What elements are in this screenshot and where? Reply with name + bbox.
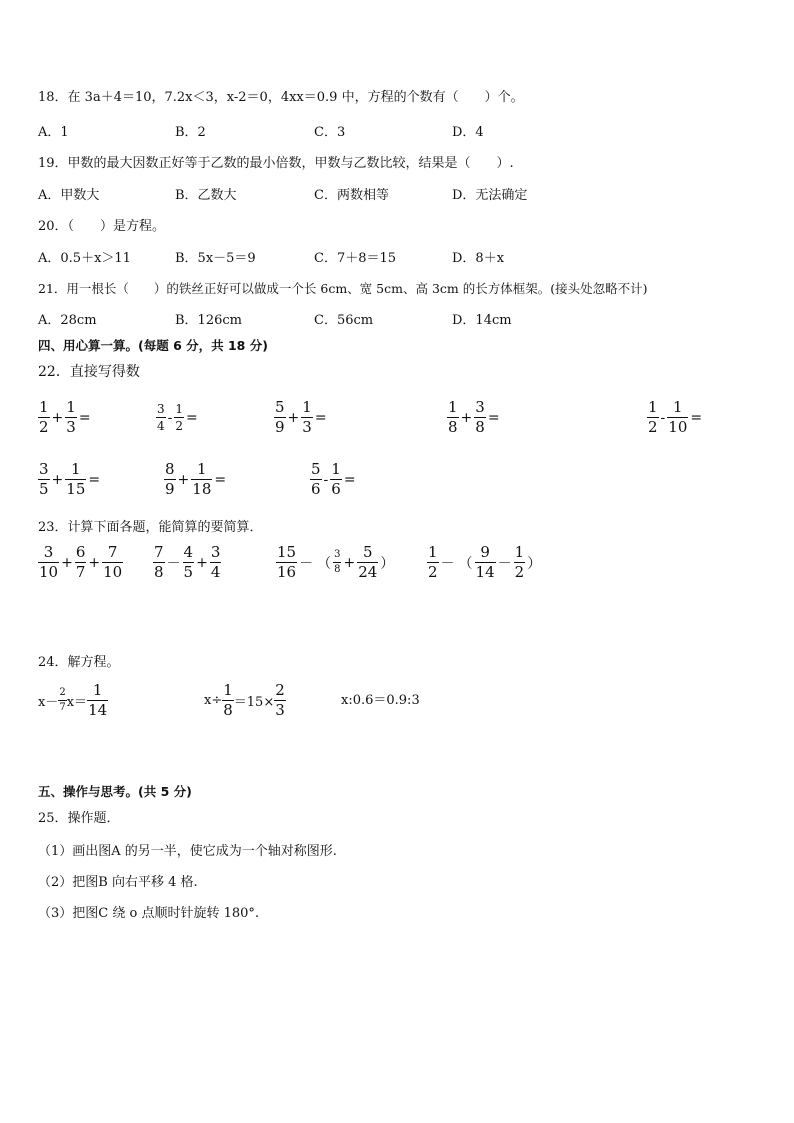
denominator: 7 — [59, 702, 66, 713]
denominator: 3 — [66, 418, 76, 436]
equals-sign: = — [487, 409, 500, 426]
fraction — [58, 688, 66, 713]
denominator: 8 — [154, 563, 164, 581]
numerator: 5 — [275, 398, 285, 416]
q23-stem: 23．计算下面各题，能简算的要简算． — [38, 520, 263, 535]
numerator: 1 — [514, 543, 525, 561]
numerator: 3 — [210, 543, 221, 561]
q25-stem: 25．操作题． — [38, 811, 120, 826]
denominator: 14 — [88, 701, 108, 719]
operator: + — [177, 471, 190, 488]
numerator: 7 — [107, 543, 118, 561]
numerator: 3 — [157, 402, 165, 416]
denominator: 9 — [275, 418, 285, 436]
q22-expression-3 — [274, 400, 329, 435]
fraction — [301, 400, 313, 435]
numerator: 1 — [66, 398, 76, 416]
fraction — [156, 403, 166, 432]
q22-expression-8 — [310, 462, 358, 497]
q23-expression-3 — [276, 545, 396, 580]
numerator: 2 — [275, 681, 285, 699]
numerator: 8 — [165, 460, 175, 478]
numerator: 9 — [480, 543, 490, 561]
fraction-bar — [333, 562, 341, 563]
denominator: 6 — [311, 480, 321, 498]
operator: + — [51, 409, 64, 426]
q19-option-b[interactable]: B．乙数大 — [175, 188, 237, 203]
fraction — [514, 545, 526, 580]
fraction — [164, 462, 176, 497]
fraction — [222, 683, 234, 718]
right-paren: ） — [380, 555, 395, 572]
q18-option-b[interactable]: B．2 — [175, 125, 206, 140]
equals-sign: = — [186, 409, 198, 426]
denominator: 8 — [475, 418, 485, 436]
denominator: 14 — [475, 563, 495, 581]
q25-item-3: （3）把图C 绕 o 点顺时针旋转 180°. — [38, 906, 260, 921]
denominator: 8 — [223, 701, 233, 719]
fraction — [75, 545, 87, 580]
equation-prefix: x－ — [38, 695, 59, 710]
equals-sign: = — [78, 409, 91, 426]
denominator: 3 — [302, 418, 312, 436]
fraction — [174, 403, 184, 432]
left-paren: （ — [317, 555, 332, 572]
operator: - — [660, 409, 666, 426]
section-5-title: 五、操作与思考。(共 5 分) — [38, 784, 192, 799]
denominator: 5 — [39, 480, 49, 498]
numerator: 2 — [59, 687, 66, 698]
denominator: 2 — [428, 563, 438, 581]
fraction — [667, 400, 688, 435]
fraction — [274, 683, 286, 718]
right-paren: ） — [527, 555, 542, 572]
fraction — [357, 545, 378, 580]
denominator: 3 — [275, 701, 285, 719]
numerator: 1 — [428, 543, 438, 561]
q22-expression-1 — [38, 400, 93, 435]
operator: + — [460, 409, 473, 426]
left-paren: （ — [458, 555, 473, 572]
fraction-bar — [174, 417, 184, 418]
denominator: 4 — [157, 419, 165, 433]
fraction — [310, 462, 322, 497]
equation-middle: x＝ — [66, 695, 88, 710]
numerator: 5 — [362, 543, 373, 561]
fraction — [38, 545, 59, 580]
numerator: 3 — [43, 543, 54, 561]
fraction — [330, 462, 342, 497]
q25-item-2: （2）把图B 向右平移 4 格. — [38, 875, 198, 890]
q23-expression-4 — [427, 545, 543, 580]
equals-sign: = — [88, 471, 101, 488]
q25-item-1: （1）画出图A 的另一半，使它成为一个轴对称图形. — [38, 844, 337, 859]
denominator: 9 — [165, 480, 175, 498]
q20-option-a[interactable]: A．0.5＋x＞11 — [38, 251, 131, 266]
equals-sign: = — [214, 471, 227, 488]
fraction — [475, 545, 496, 580]
denominator: 8 — [334, 564, 341, 575]
fraction — [65, 400, 77, 435]
numerator: 3 — [475, 398, 485, 416]
equation-middle: ＝15× — [233, 695, 275, 710]
q21-option-c[interactable]: C．56cm — [314, 313, 374, 328]
q21-option-d[interactable]: D．14cm — [452, 313, 512, 328]
fraction — [102, 545, 123, 580]
operator: － — [440, 555, 455, 572]
q19-option-c[interactable]: C．两数相等 — [314, 188, 389, 203]
fraction — [65, 462, 86, 497]
numerator: 1 — [648, 398, 658, 416]
q20-stem: 20．（ ）是方程。 — [38, 219, 166, 234]
fraction-bar — [58, 700, 66, 701]
fraction — [210, 545, 222, 580]
operator: － — [497, 555, 512, 572]
denominator: 10 — [103, 563, 123, 581]
q24-equation-1 — [38, 683, 108, 718]
q21-option-b[interactable]: B．126cm — [175, 313, 242, 328]
numerator: 5 — [311, 460, 321, 478]
q22-expression-5 — [647, 400, 704, 435]
denominator: 2 — [648, 418, 658, 436]
operator: + — [343, 554, 356, 571]
operator: - — [323, 471, 329, 488]
section-4-title: 四、用心算一算。(每题 6 分，共 18 分) — [38, 338, 268, 353]
denominator: 10 — [39, 563, 59, 581]
q20-option-c[interactable]: C．7＋8＝15 — [314, 251, 397, 266]
numerator: 1 — [448, 398, 458, 416]
fraction-bar — [156, 417, 166, 418]
denominator: 15 — [66, 480, 86, 498]
q20-option-b[interactable]: B．5x－5＝9 — [175, 251, 256, 266]
numerator: 1 — [175, 402, 184, 416]
numerator: 1 — [223, 681, 233, 699]
fraction — [447, 400, 459, 435]
q23-expression-1 — [38, 545, 123, 580]
fraction — [38, 462, 50, 497]
numerator: 1 — [331, 460, 341, 478]
fraction — [647, 400, 659, 435]
q18-option-d[interactable]: D．4 — [452, 125, 484, 140]
q18-stem: 18．在 3a＋4＝10，7.2x＜3，x-2＝0，4xx＝0.9 中，方程的个数有（ ）个。 — [38, 90, 524, 105]
fraction — [153, 545, 165, 580]
q22-expression-7 — [164, 462, 228, 497]
numerator: 1 — [673, 398, 683, 416]
denominator: 7 — [75, 563, 86, 581]
fraction — [333, 550, 341, 575]
operator: + — [287, 409, 300, 426]
numerator: 3 — [39, 460, 49, 478]
fraction — [427, 545, 439, 580]
q20-option-d[interactable]: D．8＋x — [452, 251, 505, 266]
numerator: 3 — [334, 549, 341, 560]
numerator: 1 — [39, 398, 49, 416]
fraction — [183, 545, 195, 580]
operator: + — [196, 554, 208, 571]
q24-equation-3: x:0.6＝0.9:3 — [341, 693, 420, 708]
fraction — [38, 400, 50, 435]
equation-prefix: x÷ — [204, 693, 223, 708]
denominator: 5 — [183, 563, 194, 581]
operator: + — [51, 471, 64, 488]
q22-expression-2 — [156, 403, 200, 432]
numerator: 7 — [154, 543, 164, 561]
q22-expression-4 — [447, 400, 502, 435]
denominator: 2 — [39, 418, 49, 436]
q21-stem: 21．用一根长（ ）的铁丝正好可以做成一个长 6cm、宽 5cm、高 3cm 的长方体框架。(接头处忽略不计) — [38, 281, 648, 296]
fraction — [87, 683, 108, 718]
denominator: 6 — [331, 480, 341, 498]
q23-expression-2 — [153, 545, 221, 580]
q22-expression-6 — [38, 462, 102, 497]
numerator: 1 — [197, 460, 207, 478]
fraction — [274, 400, 286, 435]
operator: － — [299, 555, 314, 572]
numerator: 1 — [92, 681, 103, 699]
q24-equation-2 — [204, 683, 286, 718]
fraction — [191, 462, 212, 497]
operator: - — [167, 409, 173, 426]
q19-option-d[interactable]: D．无法确定 — [452, 188, 528, 203]
operator: + — [88, 554, 101, 571]
denominator: 2 — [514, 563, 525, 581]
q19-stem: 19．甲数的最大因数正好等于乙数的最小倍数，甲数与乙数比较，结果是（ ）. — [38, 156, 514, 171]
q18-option-a[interactable]: A．1 — [38, 125, 69, 140]
q24-stem: 24．解方程。 — [38, 655, 120, 670]
numerator: 1 — [71, 460, 81, 478]
q22-stem: 22．直接写得数 — [38, 364, 140, 380]
q18-option-c[interactable]: C．3 — [314, 125, 346, 140]
numerator: 4 — [183, 543, 194, 561]
denominator: 24 — [358, 563, 378, 581]
fraction — [276, 545, 297, 580]
numerator: 6 — [75, 543, 86, 561]
denominator: 10 — [668, 418, 688, 436]
q21-option-a[interactable]: A．28cm — [38, 313, 97, 328]
equals-sign: = — [343, 471, 356, 488]
numerator: 1 — [302, 398, 312, 416]
denominator: 8 — [448, 418, 458, 436]
equals-sign: = — [690, 409, 703, 426]
equals-sign: = — [314, 409, 327, 426]
denominator: 4 — [210, 563, 221, 581]
denominator: 16 — [277, 563, 297, 581]
q19-option-a[interactable]: A．甲数大 — [38, 188, 100, 203]
numerator: 15 — [277, 543, 297, 561]
operator: － — [166, 555, 181, 572]
denominator: 18 — [192, 480, 212, 498]
fraction — [474, 400, 486, 435]
operator: + — [61, 554, 73, 571]
denominator: 2 — [175, 419, 184, 433]
